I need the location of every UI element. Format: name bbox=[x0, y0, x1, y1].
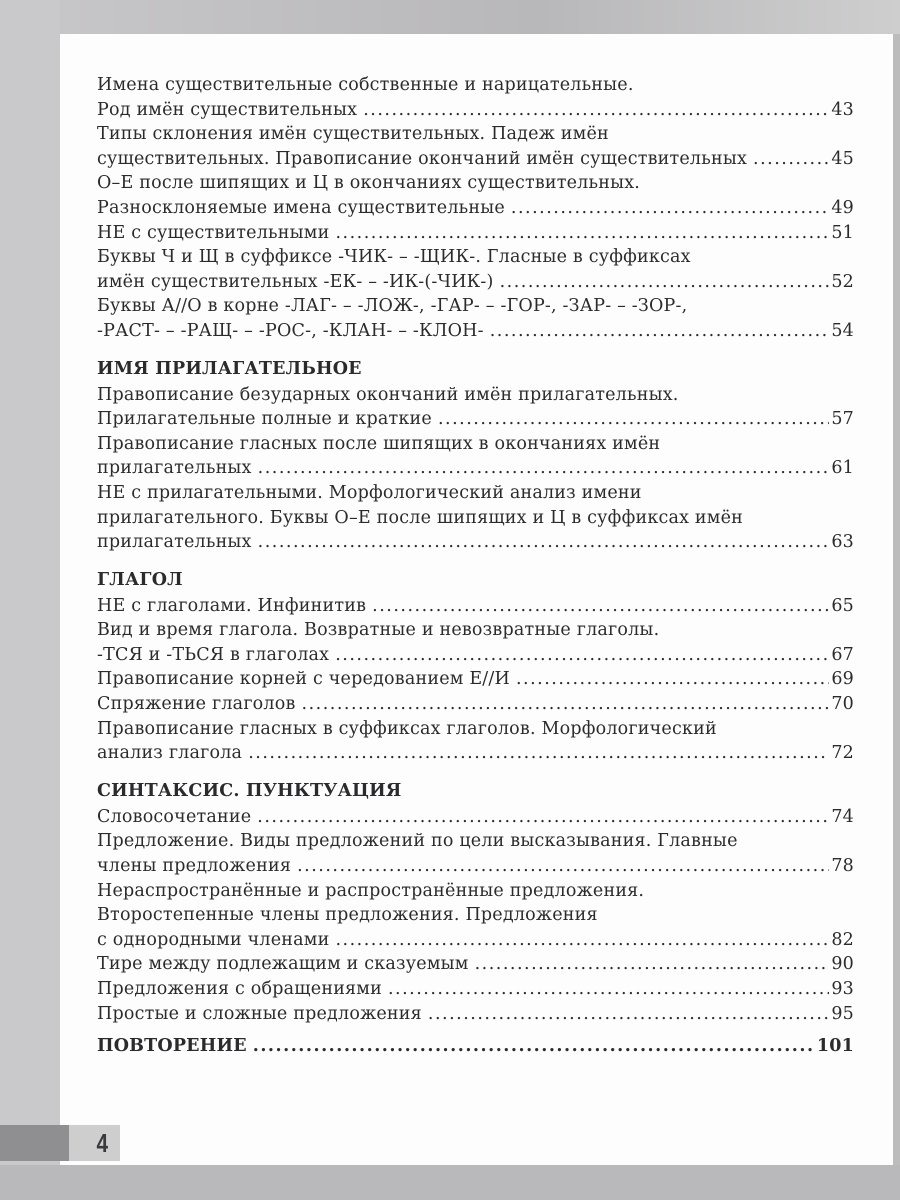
page-ref: 69 bbox=[831, 669, 854, 690]
toc-entry bbox=[97, 432, 854, 481]
dot-leader bbox=[500, 270, 830, 295]
toc-entry bbox=[97, 481, 854, 555]
toc-entry bbox=[97, 667, 854, 692]
entry-title-text: Правописание безударных окончаний имён прилагательных. bbox=[97, 384, 679, 405]
dot-leader bbox=[335, 928, 829, 953]
entry-line bbox=[97, 667, 854, 692]
entry-title-text: Типы склонения имён существительных. Падеж имён bbox=[97, 124, 609, 145]
entry-title-text: Буквы А//О в корне -ЛАГ- – -ЛОЖ-, -ГАР- – -ГОР-, -ЗАР- – -ЗОР-, bbox=[97, 296, 688, 317]
dot-leader bbox=[372, 594, 829, 619]
section-heading: ГЛАГОЛ bbox=[97, 569, 183, 590]
toc-entry bbox=[97, 1002, 854, 1027]
entry-line bbox=[97, 829, 854, 854]
entry-line bbox=[97, 692, 854, 717]
dot-leader bbox=[753, 147, 829, 172]
entry-line bbox=[97, 196, 854, 221]
page-ref: 63 bbox=[831, 532, 854, 553]
page-ref: 82 bbox=[831, 929, 854, 950]
toc-entry bbox=[97, 294, 854, 343]
dot-leader bbox=[428, 1002, 829, 1027]
toc-entry bbox=[97, 221, 854, 246]
entry-line bbox=[97, 98, 854, 123]
entry-line bbox=[97, 928, 854, 953]
entry-line bbox=[97, 456, 854, 481]
dot-leader bbox=[302, 692, 830, 717]
entry-title-text: Предложения с обращениями bbox=[97, 979, 382, 999]
page-ref: 70 bbox=[831, 694, 854, 715]
page-ref: 43 bbox=[831, 99, 854, 120]
entry-line bbox=[97, 594, 854, 619]
toc-entry bbox=[97, 245, 854, 294]
entry-title-text: -РАСТ- – -РАЩ- – -РОС-, -КЛАН- – -КЛОН- bbox=[97, 320, 484, 341]
entry-title-text: Нераспространённые и распространённые предложения. bbox=[97, 880, 645, 901]
entry-line bbox=[97, 407, 854, 432]
entry-line bbox=[97, 383, 854, 408]
page-ref: 78 bbox=[831, 856, 854, 877]
toc-entry bbox=[97, 594, 854, 619]
table-of-contents bbox=[97, 73, 854, 1059]
entry-title-text: НЕ с глаголами. Инфинитив bbox=[97, 595, 367, 616]
entry-title-text: прилагательного. Буквы О–Е после шипящих и Ц в суффиксах имён bbox=[97, 507, 744, 528]
entry-line bbox=[97, 432, 854, 457]
entry-line bbox=[97, 805, 854, 830]
dot-leader bbox=[258, 530, 830, 555]
entry-title-text: Правописание корней с чередованием Е//И bbox=[97, 669, 510, 690]
entry-title-text: Простые и сложные предложения bbox=[97, 1003, 422, 1024]
entry-title-text: Словосочетание bbox=[97, 806, 252, 827]
entry-line bbox=[97, 319, 854, 344]
toc-entry bbox=[97, 977, 854, 1002]
dot-leader bbox=[257, 805, 829, 830]
entry-title-text: члены предложения bbox=[97, 856, 292, 877]
page-ref: 61 bbox=[831, 458, 854, 479]
scan-frame-bottom bbox=[0, 1165, 900, 1200]
toc-entry bbox=[97, 805, 854, 830]
entry-title-text: с однородными членами bbox=[97, 929, 330, 950]
toc-entry bbox=[97, 952, 854, 977]
toc-entry bbox=[97, 73, 854, 122]
entry-line bbox=[97, 481, 854, 506]
entry-line bbox=[97, 147, 854, 172]
entry-line bbox=[97, 879, 854, 904]
entry-line bbox=[97, 1002, 854, 1027]
dot-leader bbox=[335, 643, 829, 668]
entry-title-text: Правописание гласных в суффиксах глаголов. Морфологический bbox=[97, 718, 717, 739]
entry-title-text: прилагательных bbox=[97, 532, 252, 553]
toc-entry bbox=[97, 829, 854, 878]
entry-title-text: О–Е после шипящих и Ц в окончаниях существительных. bbox=[97, 173, 641, 194]
dot-leader bbox=[516, 667, 829, 692]
entry-title-text: Правописание гласных после шипящих в окончаниях имён bbox=[97, 433, 661, 454]
entry-line bbox=[97, 506, 854, 531]
page-ref: 93 bbox=[831, 979, 854, 999]
entry-title-text: прилагательных bbox=[97, 458, 252, 479]
entry-title-text: Предложение. Виды предложений по цели высказывания. Главные bbox=[97, 831, 738, 852]
entry-line bbox=[97, 221, 854, 246]
entry-title-text: Второстепенные члены предложения. Предложения bbox=[97, 905, 598, 926]
toc-section bbox=[97, 777, 854, 1026]
toc-entry-final bbox=[97, 1034, 854, 1059]
dot-leader bbox=[388, 977, 829, 1002]
entry-title-text: Имена существительные собственные и нарицательные. bbox=[97, 75, 634, 95]
entry-line bbox=[97, 717, 854, 742]
dot-leader bbox=[297, 854, 829, 879]
entry-line bbox=[97, 270, 854, 295]
dot-leader bbox=[258, 456, 830, 481]
entry-title-text: анализ глагола bbox=[97, 743, 243, 764]
toc-entry bbox=[97, 122, 854, 171]
dot-leader bbox=[253, 1034, 815, 1059]
page-ref: 49 bbox=[831, 197, 854, 218]
dot-leader bbox=[438, 407, 829, 432]
page-ref: 65 bbox=[831, 595, 854, 616]
entry-title-text: существительных. Правописание окончаний имён существительных bbox=[97, 148, 748, 169]
entry-title-text: НЕ с прилагательными. Морфологический анализ имени bbox=[97, 482, 642, 503]
entry-line bbox=[97, 952, 854, 977]
entry-line bbox=[97, 122, 854, 147]
toc-entry bbox=[97, 171, 854, 220]
scan-frame-top bbox=[0, 0, 900, 34]
entry-line bbox=[97, 618, 854, 643]
entry-line bbox=[97, 171, 854, 196]
entry-title-text: имён существительных -ЕК- – -ИК-(-ЧИК-) bbox=[97, 271, 494, 292]
page-ref: 72 bbox=[831, 743, 854, 764]
entry-line bbox=[97, 294, 854, 319]
toc-section bbox=[97, 73, 854, 344]
entry-title-text: Тире между подлежащим и сказуемым bbox=[97, 954, 469, 975]
dot-leader bbox=[511, 196, 829, 221]
dot-leader bbox=[248, 741, 829, 766]
entry-title-text: Прилагательные полные и краткие bbox=[97, 409, 432, 430]
entry-title-text: Буквы Ч и Щ в суффиксе -ЧИК- – -ЩИК-. Гласные в суффиксах bbox=[97, 247, 691, 268]
page-ref: 54 bbox=[831, 320, 854, 341]
dot-leader bbox=[335, 221, 829, 246]
entry-title-text: ПОВТОРЕНИЕ bbox=[97, 1036, 247, 1057]
page-tab-marker-light bbox=[69, 1125, 120, 1161]
entry-line bbox=[97, 643, 854, 668]
entry-title-text: Вид и время глагола. Возвратные и невозвратные глаголы. bbox=[97, 620, 660, 641]
entry-line bbox=[97, 245, 854, 270]
entry-title-text: НЕ с существительными bbox=[97, 222, 330, 243]
page-tab-marker bbox=[0, 1125, 69, 1161]
scan-frame-left bbox=[0, 0, 60, 1200]
entry-title-text: Спряжение глаголов bbox=[97, 694, 296, 715]
page-ref: 95 bbox=[831, 1003, 854, 1024]
entry-title-text: -ТСЯ и -ТЬСЯ в глаголах bbox=[97, 644, 330, 665]
toc-entry bbox=[97, 618, 854, 667]
toc-entry bbox=[97, 879, 854, 953]
page-ref: 101 bbox=[816, 1036, 854, 1057]
toc-section bbox=[97, 355, 854, 555]
page-ref: 52 bbox=[831, 271, 854, 292]
entry-line bbox=[97, 903, 854, 928]
entry-title-text: Род имён существительных bbox=[97, 99, 358, 120]
section-heading: ИМЯ ПРИЛАГАТЕЛЬНОЕ bbox=[97, 358, 362, 379]
entry-title-text: Разносклоняемые имена существительные bbox=[97, 197, 505, 218]
page-ref: 67 bbox=[831, 644, 854, 665]
toc-section bbox=[97, 566, 854, 766]
toc-entry bbox=[97, 717, 854, 766]
entry-line bbox=[97, 530, 854, 555]
page-ref: 74 bbox=[831, 806, 854, 827]
page-ref: 45 bbox=[831, 148, 854, 169]
dot-leader bbox=[363, 98, 829, 123]
toc-entry bbox=[97, 383, 854, 432]
entry-line bbox=[97, 854, 854, 879]
section-heading: СИНТАКСИС. ПУНКТУАЦИЯ bbox=[97, 780, 402, 801]
page-ref: 57 bbox=[831, 409, 854, 430]
page-number: 4 bbox=[96, 1128, 109, 1158]
entry-line bbox=[97, 73, 854, 98]
toc-entry bbox=[97, 692, 854, 717]
entry-line bbox=[97, 741, 854, 766]
dot-leader bbox=[490, 319, 830, 344]
page-ref: 51 bbox=[831, 222, 854, 243]
page-ref: 90 bbox=[831, 954, 854, 975]
dot-leader bbox=[475, 952, 830, 977]
entry-line bbox=[97, 977, 854, 1002]
